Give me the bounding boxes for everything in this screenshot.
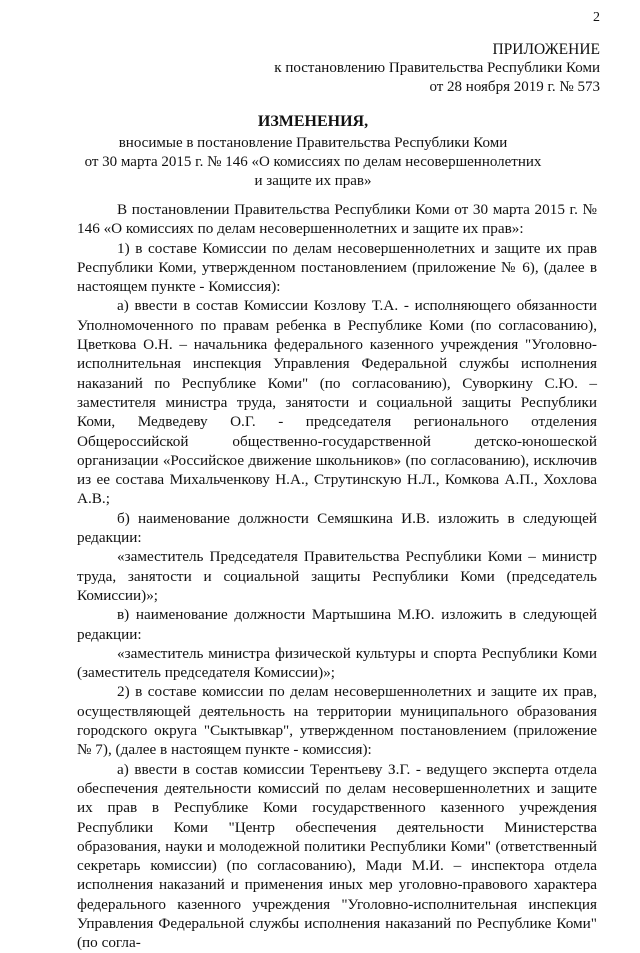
changes-title: ИЗМЕНЕНИЯ, (257, 113, 369, 130)
document-heading (80, 112, 546, 191)
heading-line-1: вносимые в постановление Правительства Республики Коми (118, 135, 508, 151)
appendix-title: ПРИЛОЖЕНИЕ (492, 41, 600, 58)
paragraph-item-1a: а) ввести в состав Комиссии Козлову Т.А. - исполняющего обязанности Уполномоченного по правам ребенка в Республике Коми (по согласованию), Цветкова О.Н. – начальника федерального казенного учреждения "Уголовно-исполнительная инспекция Управления Федеральной службы исполнения наказаний по Республике Коми" (по согласованию), Суворкину С.Ю. – заместителя министра труда, занятости и социальной защиты Республики Коми, Медведеву О.Г. - председателя регионального отделения Общероссийской общественно-государственной детско-юношеской организации «Российское движение школьников» (по согласованию), исключив из ее состава Михальченкову Н.А., Струтинскую Н.Л., Комкова А.П., Хохлова А.В.; (77, 297, 597, 508)
paragraph-item-2a: а) ввести в состав комиссии Терентьеву З.Г. - ведущего эксперта отдела обеспечения деятельности комиссий по делам несовершеннолетних и защите их прав в Республике Коми государственного казенного учреждения Республики Коми "Центр обеспечения деятельности Министерства образования, науки и молодежной политики Республики Коми" (ответственный секретарь комиссии) (по согласованию), Мади М.И. – инспектора отдела исполнения наказаний и применения иных мер уголовно-правового характера федерального казенного учреждения "Уголовно-исполнительная инспекция Управления Федеральной службы исполнения наказаний по Республике Коми" (по согла- (77, 760, 597, 952)
paragraph-item-1: 1) в составе Комиссии по делам несовершеннолетних и защите их прав Республики Коми, утвержденном постановлением (приложение № 6), (далее в настоящем пункте - Комиссия): (77, 239, 597, 296)
paragraph-item-2: 2) в составе комиссии по делам несовершеннолетних и защите их прав, осуществляющей деятельность на территории муниципального образования городского округа "Сыктывкар", утвержденном постановлением (приложение № 7), (далее в настоящем пункте - комиссия): (77, 683, 597, 759)
paragraph-item-1c-text: «заместитель министра физической культуры и спорта Республики Коми (заместитель председателя Комиссии)»; (77, 644, 597, 682)
paragraph-intro: В постановлении Правительства Республики Коми от 30 марта 2015 г. № 146 «О комиссиях по делам несовершеннолетних и защите их прав»: (77, 201, 597, 238)
page-number: 2 (593, 10, 600, 25)
appendix-block (274, 40, 600, 97)
paragraph-item-1b: б) наименование должности Семяшкина И.В. изложить в следующей редакции: (77, 509, 597, 547)
paragraph-item-1b-text: «заместитель Председателя Правительства Республики Коми – министр труда, занятости и социальной защиты Республики Коми (председатель Комиссии)»; (77, 548, 597, 604)
heading-line-3: и защите их прав» (254, 173, 372, 189)
paragraph-item-1c: в) наименование должности Мартышина М.Ю. изложить в следующей редакции: (77, 606, 597, 643)
appendix-line-2: от 28 ноября 2019 г. № 573 (429, 79, 600, 95)
document-body (77, 200, 597, 953)
appendix-line-1: к постановлению Правительства Республики Коми (274, 60, 600, 76)
heading-line-2: от 30 марта 2015 г. № 146 «О комиссиях по делам несовершеннолетних (84, 154, 542, 170)
